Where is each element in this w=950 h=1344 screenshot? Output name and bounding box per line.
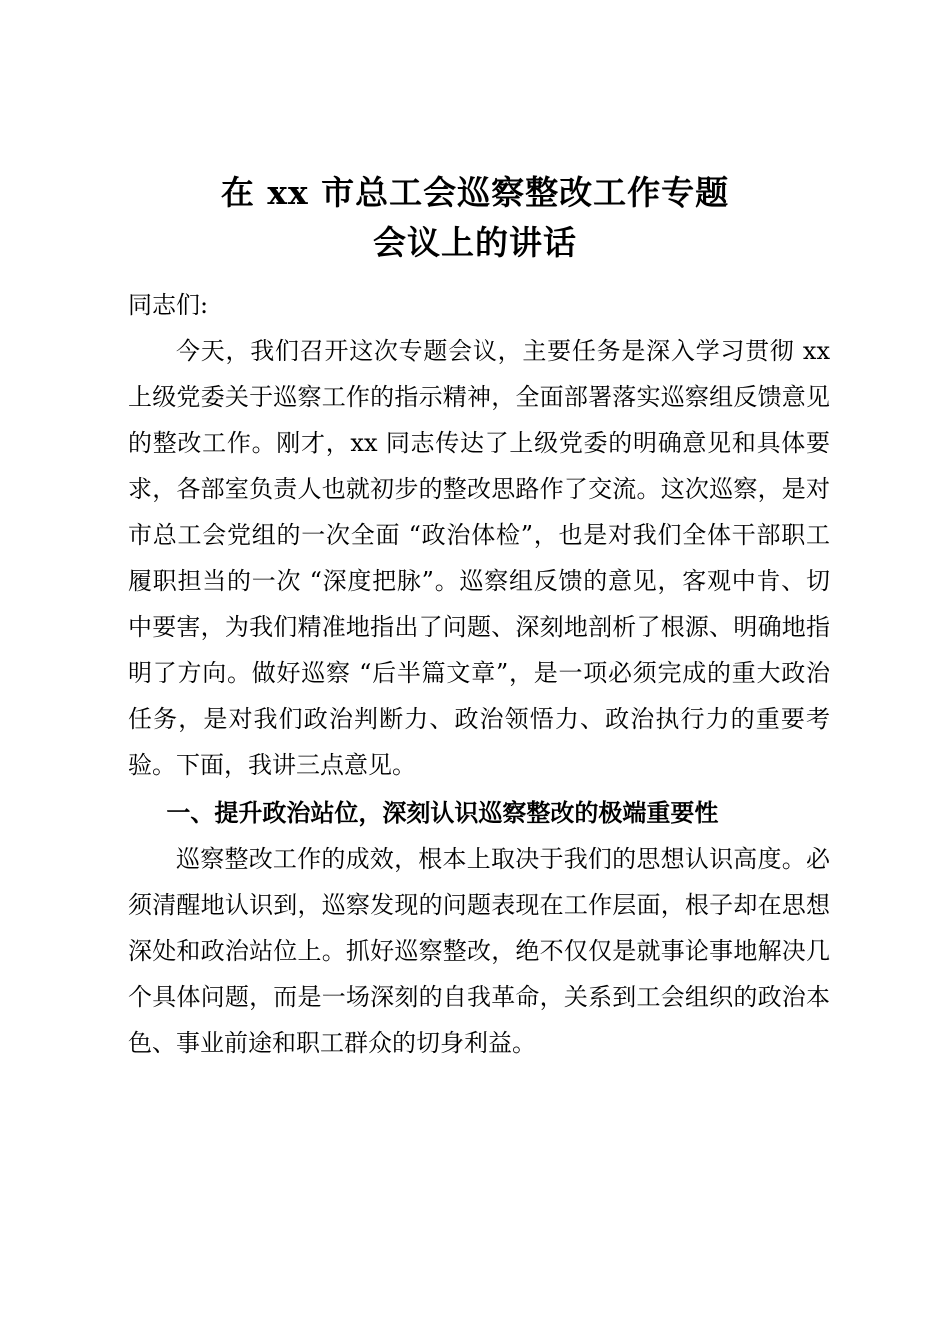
- title-line-1: 在 xx 市总工会巡察整改工作专题: [220, 173, 730, 212]
- section-1-paragraph: 巡察整改工作的成效，根本上取决于我们的思想认识高度。必须清醒地认识到，巡察发现的问题表现在工作层面，根子却在思想深处和政治站位上。抓好巡察整改，绝不仅仅是就事论事地解决几个具体问题，而是一场深刻的自我革命，关系到工会组织的政治本色、事业前途和职工群众的切身利益。: [128, 845, 830, 1057]
- greeting: 同志们:: [128, 291, 209, 319]
- document-body: [128, 282, 830, 1066]
- document-title: [0, 168, 950, 268]
- intro-paragraph: 今天，我们召开这次专题会议，主要任务是深入学习贯彻 xx 上级党委关于巡察工作的指示精神，全面部署落实巡察组反馈意见的整改工作。刚才，xx 同志传达了上级党委的明确意见和具体要求，各部室负责人也就初步的整改思路作了交流。这次巡察，是对市总工会党组的一次全面 “政治体检”，也是对我们全体干部职工履职担当的一次 “深度把脉”。巡察组反馈的意见，客观中肯、切中要害，为我们精准地指出了问题、深刻地剖析了根源、明确地指明了方向。做好巡察 “后半篇文章”，是一项必须完成的重大政治任务，是对我们政治判断力、政治领悟力、政治执行力的重要考验。下面，我讲三点意见。: [128, 337, 830, 779]
- section-1-heading: 一、提升政治站位，深刻认识巡察整改的极端重要性: [166, 798, 719, 827]
- title-line-2: 会议上的讲话: [373, 223, 577, 262]
